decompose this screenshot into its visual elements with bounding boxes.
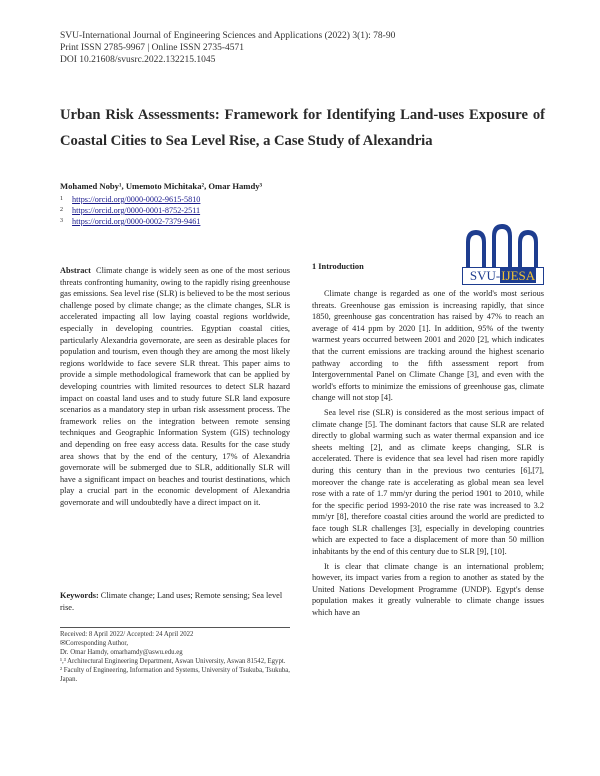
journal-logo [456, 222, 548, 288]
intro-paragraph: Climate change is regarded as one of the world's most serious threats. Greenhouse gas emission is increasing rapidly, that since 1850, greenhouse gas concentration has raised by 47% to reach an average of 414 ppm by 2020 [1]. In addition, 95% of the twenty warmest years occurred between 2001 and 2020 [2], which indicates that the current emissions are tracking around the highest scenario pathway according to the fifth assessment report from Intergovernmental Panel on Climate Change [3], and even with the world's efforts to minimize the emissions of greenhouse gas, climate change will not stop [4]. [312, 289, 544, 403]
intro-paragraph: Sea level rise (SLR) is considered as the most serious impact of climate change [5]. The dominant factors that cause SLR are related directly to global warming such as water thermal expansion and ice sheets melting [2], and as climate keeps changing, SLR is accelerated. There is evidence that sea level had risen more rapidly during this century than in the previous two centuries [6],[7], moreover the change rate is accelerating as global mean sea level rose with a rate of 1.7 mm/yr during the period 1901 to 2010, while for the specific period 1993-2010 the rise rate was increased to 3.2 mm/yr [8], therefore coastal cities around the world are predicted to face tough SLR challenges [3], especially in developing countries which are expected to face a displacement of more than 50 million inhabitants by the end of this century due to SLR [9], [10]. [312, 407, 544, 557]
orcid-number: 1 [60, 196, 63, 202]
footnote-divider [60, 627, 290, 628]
received-date: Received: 8 April 2022/ Accepted: 24 April 2022 [60, 631, 194, 638]
keywords-label: Keywords: [60, 591, 99, 600]
affiliation-1: ¹,³ Architectural Engineering Department, Aswan University, Aswan 81542, Egypt. [60, 658, 286, 665]
author-list: Mohamed Noby¹, Umemoto Michitaka², Omar Hamdy³ [60, 181, 263, 191]
orcid-list [60, 194, 200, 227]
logo-text [462, 267, 544, 285]
corresponding-author-label: ✉Corresponding Author, [60, 640, 129, 647]
doi-line: DOI 10.21608/svusrc.2022.132215.1045 [60, 55, 216, 65]
arches-logo-icon [456, 222, 548, 270]
orcid-item [60, 205, 200, 216]
footnotes [60, 630, 292, 684]
affiliation-2: ² Faculty of Engineering, Information and Systems, University of Tsukuba, Tsukuba, Japan. [60, 667, 291, 683]
corresponding-author-email: Dr. Omar Hamdy, omarhamdy@aswu.edu.eg [60, 649, 183, 656]
intro-paragraph: It is clear that climate change is an international problem; however, its impact varies from a region to another as stated by the United Nations Development Programme (UNDP). Egypt's dense population makes it greatly vulnerable to climate change issues which have an [312, 561, 544, 618]
logo-text-a: SVU- [469, 268, 501, 283]
orcid-item [60, 216, 200, 227]
keywords-text: Climate change; Land uses; Remote sensing; Sea level rise. [60, 591, 283, 612]
orcid-number: 2 [60, 207, 63, 213]
orcid-link[interactable]: https://orcid.org/0000-0001-8752-2511 [72, 206, 201, 215]
intro-heading: 1 Introduction [312, 262, 364, 271]
journal-header [60, 30, 395, 66]
orcid-link[interactable]: https://orcid.org/0000-0002-7379-9461 [72, 217, 201, 226]
abstract-section [60, 265, 290, 508]
abstract-label: Abstract [60, 266, 91, 275]
abstract-text: Climate change is widely seen as one of the most serious threats confronting humanity, owing to the rapidly rising greenhouse gas emissions. Sea level rise (SLR) is believed to be the most serious challenge posed by climate change; as the climate changes, SLR is accelerated impacting all low laying coastal regions worldwide, especially in developing countries. Egyptian coastal cities, particularly Alexandria governorate, are seen as desirable places for population and tourism, even though they are among the most likely regions worldwide to face severe SLR threat. This paper aims to provide a simple methodological framework that can be applied by developing countries with limited resources to detect SLR hazard impact on coastal land uses and to study future SLR land exposure scenarios as a mandatory step in urban risk assessment process. The framework relies on the integration between remote sensing techniques and Geographic Information System (GIS) technology and depending on free easy access data. Results for the case study area shows that by the end of the century, 17% of Alexandria governorate will be submerged due to SLR, additionally SLR will have a significant impact on beaches and tourist destinations, which play a crucial part in the economic development of Alexandria governorate and will undoubtedly have a direct impact on it. [60, 266, 290, 507]
orcid-number: 3 [60, 218, 63, 224]
issn-line: Print ISSN 2785-9967 | Online ISSN 2735-4571 [60, 43, 244, 53]
logo-text-b: IJESA [501, 268, 536, 283]
orcid-link[interactable]: https://orcid.org/0000-0002-9615-5810 [72, 195, 201, 204]
journal-name: SVU-International Journal of Engineering Sciences and Applications (2022) 3(1): 78-90 [60, 31, 396, 41]
orcid-item [60, 194, 200, 205]
paper-title: Urban Risk Assessments: Framework for Identifying Land-uses Exposure of Coastal Cities to Sea Level Rise, a Case Study of Alexandria [60, 107, 545, 149]
keywords-section [60, 590, 290, 613]
intro-section [312, 288, 544, 622]
